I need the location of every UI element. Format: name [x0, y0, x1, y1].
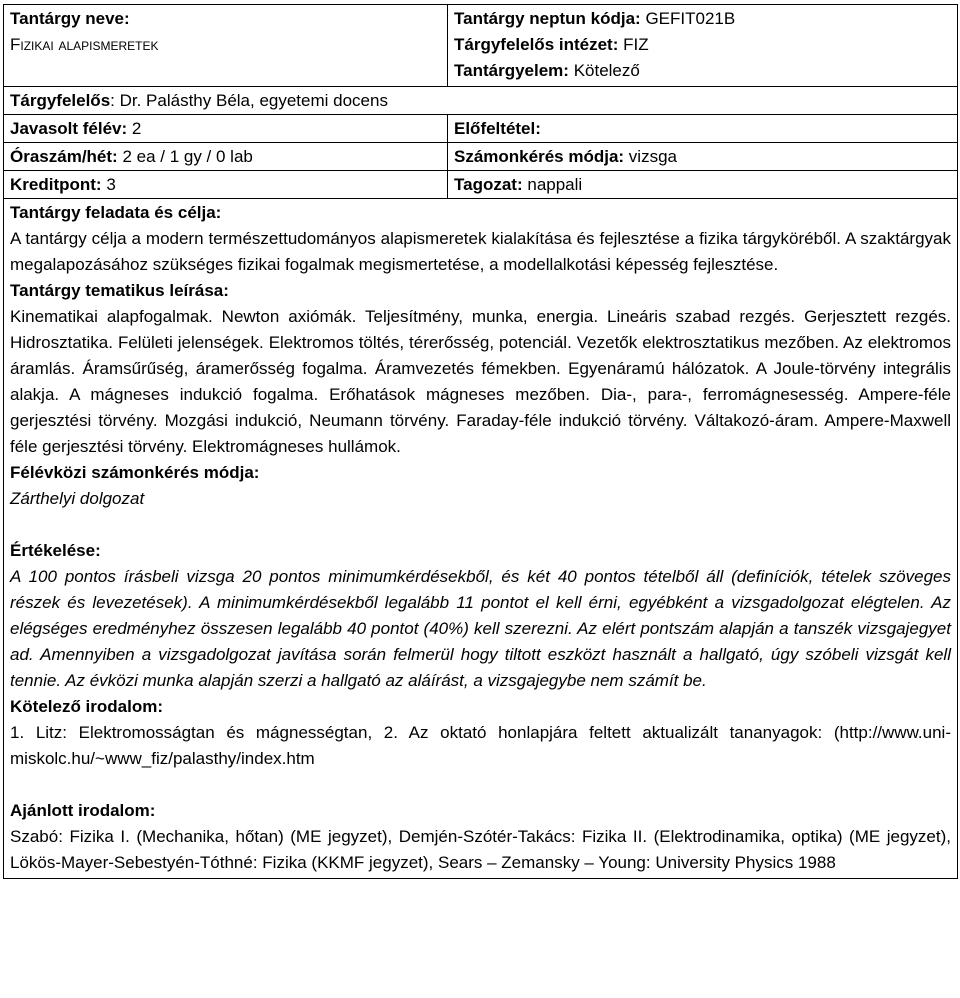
- spacer: [10, 772, 951, 798]
- semester-value: 2: [131, 119, 142, 138]
- goal-text: A tantárgy célja a modern természettudományos alapismeretek kialakítása és fejlesztése a fizika tárgyköréből. A szaktárgyak megalapozásához szükséges fizikai fogalmak megismertetése, a modellalkotási képesség fejlesztése.: [10, 229, 951, 274]
- midterm-heading: Félévközi számonkérés módja:: [10, 463, 260, 482]
- institute-label: Tárgyfelelős intézet:: [454, 35, 619, 54]
- topics-text: Kinematikai alapfogalmak. Newton axiómák. Teljesítmény, munka, energia. Lineáris szabad rezgés. Gerjesztett rezgés. Hidrosztatika. Felületi jelenségek. Elektromos töltés, térerősség, potenciál. Vezetők elektrosztatikus mezőben. Az elektromos áramlás. Áramsűrűség, áramerősség fogalma. Áramvezetés fémekben. Egyenáramú hálózatok. A Joule-törvény integrális alakja. A mágneses indukció fogalma. Erőhatások mágneses mezőben. Dia-, para-, ferromágnesesség. Ampere-féle gerjesztési törvény. Mozgási indukció, Neumann törvény. Faraday-féle indukció törvény. Váltakozó-áram. Ampere-Maxwell féle gerjesztési törvény. Elektromágneses hullámok.: [10, 307, 951, 456]
- required-literature-text: 1. Litz: Elektromosságtan és mágnességtan, 2. Az oktató honlapjára feltett aktualizált tananyagok: (http://www.uni-miskolc.hu/~www_fiz/palasthy/index.htm: [10, 723, 951, 768]
- spacer: [10, 512, 951, 538]
- exam-type-label: Számonkérés módja:: [454, 147, 625, 166]
- recommended-literature-heading: Ajánlott irodalom:: [10, 801, 156, 820]
- section-value: nappali: [527, 175, 583, 194]
- topics-heading: Tantárgy tematikus leírása:: [10, 281, 229, 300]
- neptun-code-label: Tantárgy neptun kódja:: [454, 9, 641, 28]
- subject-name-label: Tantárgy neve:: [10, 9, 130, 28]
- description-cell: [4, 199, 958, 879]
- neptun-code-value: GEFIT021B: [645, 9, 736, 28]
- responsible-value: : Dr. Palásthy Béla, egyetemi docens: [110, 91, 388, 110]
- prerequisite-cell: [448, 115, 958, 143]
- semester-cell: [4, 115, 448, 143]
- midterm-text: Zárthelyi dolgozat: [10, 489, 145, 508]
- exam-type-value: vizsga: [628, 147, 677, 166]
- responsible-cell: [4, 87, 958, 115]
- hours-label: Óraszám/hét:: [10, 147, 118, 166]
- subject-name-cell: [4, 5, 448, 87]
- subject-codes-cell: [448, 5, 958, 87]
- semester-label: Javasolt félév:: [10, 119, 128, 138]
- institute-value: FIZ: [623, 35, 649, 54]
- subject-name-value: Fizikai alapismeretek: [10, 35, 159, 54]
- evaluation-text: A 100 pontos írásbeli vizsga 20 pontos minimumkérdésekből, és két 40 pontos tételből áll (definíciók, tételek szöveges részek és levezetések). A minimumkérdésekből legalább 11 pontot el kell érni, egyébként a vizsgadolgozat elégtelen. Az elégséges eredményhez összesen legalább 40 pontot (40%) kell szerezni. Az elért pontszám alapján a tanszék vizsgajegyet ad. Amennyiben a vizsgadolgozat javítása során felmerül hogy tiltott eszközt használt a hallgató, úgy szóbeli vizsgát kell tennie. Az évközi munka alapján szerzi a hallgató az aláírást, a vizsgajegybe nem számít be.: [10, 567, 951, 690]
- required-literature-heading: Kötelező irodalom:: [10, 697, 164, 716]
- hours-value: 2 ea / 1 gy / 0 lab: [122, 147, 253, 166]
- prerequisite-label: Előfeltétel:: [454, 119, 541, 138]
- subject-element-label: Tantárgyelem:: [454, 61, 569, 80]
- credit-cell: [4, 171, 448, 199]
- section-label: Tagozat:: [454, 175, 523, 194]
- subject-element-value: Kötelező: [573, 61, 640, 80]
- credit-label: Kreditpont:: [10, 175, 102, 194]
- exam-type-cell: [448, 143, 958, 171]
- course-datasheet-table: [3, 4, 958, 879]
- credit-value: 3: [106, 175, 116, 194]
- goal-heading: Tantárgy feladata és célja:: [10, 203, 222, 222]
- section-cell: [448, 171, 958, 199]
- responsible-label: Tárgyfelelős: [10, 91, 111, 110]
- evaluation-heading: Értékelése:: [10, 541, 101, 560]
- hours-cell: [4, 143, 448, 171]
- recommended-literature-text: Szabó: Fizika I. (Mechanika, hőtan) (ME jegyzet), Demjén-Szótér-Takács: Fizika II. (Elektrodinamika, optika) (ME jegyzet), Lökös-Mayer-Sebestyén-Tóthné: Fizika (KKMF jegyzet), Sears – Zemansky – Young: University Physics 1988: [10, 827, 951, 872]
